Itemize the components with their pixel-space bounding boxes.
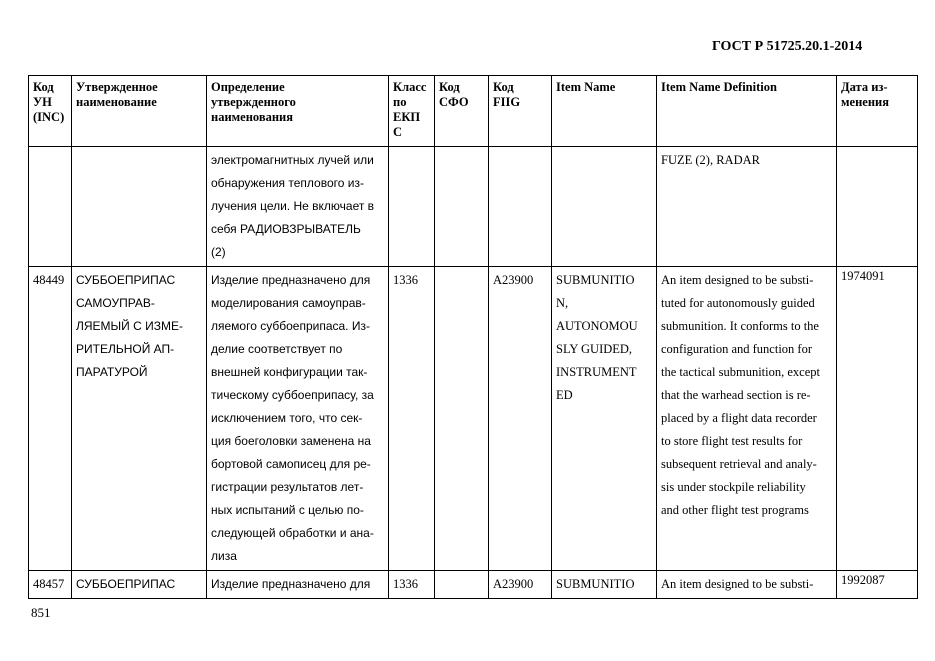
cell-sfo bbox=[435, 267, 489, 571]
cell-text: себя РАДИОВЗРЫВАТЕЛЬ bbox=[211, 222, 361, 236]
cell-text: ED bbox=[556, 388, 573, 402]
cell-text: бортовой самописец для ре- bbox=[211, 457, 371, 471]
cell-item-name bbox=[552, 571, 657, 599]
cell-item-def bbox=[657, 571, 837, 599]
header-fiig bbox=[489, 76, 552, 147]
header-line: ЕКП bbox=[393, 110, 421, 124]
cell-change-date bbox=[837, 571, 918, 599]
cell-inc bbox=[29, 267, 72, 571]
table-row bbox=[29, 147, 918, 267]
cell-text: the tactical submunition, except bbox=[661, 365, 820, 379]
cell-text: 1336 bbox=[393, 577, 418, 591]
cell-change-date bbox=[837, 267, 918, 571]
cell-text: submunition. It conforms to the bbox=[661, 319, 819, 333]
header-sfo bbox=[435, 76, 489, 147]
nomenclature-table bbox=[28, 75, 918, 599]
page-number: 851 bbox=[31, 605, 51, 620]
header-line: Класс bbox=[393, 80, 427, 94]
cell-text: лучения цели. Не включает в bbox=[211, 199, 375, 213]
header-line: Код bbox=[33, 80, 54, 94]
cell-item-name bbox=[552, 267, 657, 571]
table-header-row bbox=[29, 76, 918, 147]
cell-text: тическому суббоеприпасу, за bbox=[211, 388, 374, 402]
cell-class bbox=[389, 267, 435, 571]
cell-inc bbox=[29, 571, 72, 599]
cell-text: and other flight test programs bbox=[661, 503, 809, 517]
cell-text: SLY GUIDED, bbox=[556, 342, 633, 356]
cell-text: 1974091 bbox=[841, 269, 885, 283]
cell-text: An item designed to be substi- bbox=[661, 577, 814, 591]
header-definition bbox=[207, 76, 389, 147]
cell-text: sis under stockpile reliability bbox=[661, 480, 806, 494]
cell-item-def bbox=[657, 267, 837, 571]
cell-text: to store flight test results for bbox=[661, 434, 803, 448]
cell-fiig bbox=[489, 267, 552, 571]
cell-text: САМОУПРАВ- bbox=[76, 296, 155, 310]
cell-text: SUBMUNITIO bbox=[556, 577, 635, 591]
cell-sfo bbox=[435, 147, 489, 267]
cell-text: делие соответствует по bbox=[211, 342, 343, 356]
cell-change-date bbox=[837, 147, 918, 267]
cell-text: РИТЕЛЬНОЙ АП- bbox=[76, 342, 175, 356]
cell-approved-name bbox=[72, 571, 207, 599]
document-title: ГОСТ Р 51725.20.1-2014 bbox=[712, 39, 863, 54]
header-line: Определение bbox=[211, 80, 285, 94]
header-line: по bbox=[393, 95, 407, 109]
header-line: Дата из- bbox=[841, 80, 888, 94]
cell-text: ляемого суббоеприпаса. Из- bbox=[211, 319, 370, 333]
cell-approved-name bbox=[72, 147, 207, 267]
header-line: УН bbox=[33, 95, 52, 109]
cell-text: ция боеголовки заменена на bbox=[211, 434, 371, 448]
cell-text: 1336 bbox=[393, 273, 418, 287]
cell-text: placed by a flight data recorder bbox=[661, 411, 817, 425]
cell-text: INSTRUMENT bbox=[556, 365, 637, 379]
cell-text: configuration and function for bbox=[661, 342, 812, 356]
header-line: FIIG bbox=[493, 95, 521, 109]
cell-text: ПАРАТУРОЙ bbox=[76, 365, 148, 379]
header-line: утвержденного bbox=[211, 95, 296, 109]
cell-text: исключением того, что сек- bbox=[211, 411, 363, 425]
cell-text: лиза bbox=[211, 549, 237, 563]
header-inc bbox=[29, 76, 72, 147]
table-row bbox=[29, 571, 918, 599]
cell-text: tuted for autonomously guided bbox=[661, 296, 815, 310]
cell-definition bbox=[207, 147, 389, 267]
cell-text: 48457 bbox=[33, 577, 65, 591]
cell-item-def bbox=[657, 147, 837, 267]
header-line: (INC) bbox=[33, 110, 65, 124]
header-class bbox=[389, 76, 435, 147]
cell-text: ных испытаний с целью по- bbox=[211, 503, 364, 517]
cell-text: A23900 bbox=[493, 273, 534, 287]
cell-definition bbox=[207, 571, 389, 599]
header-item-def bbox=[657, 76, 837, 147]
cell-text: An item designed to be substi- bbox=[661, 273, 814, 287]
table-row bbox=[29, 267, 918, 571]
cell-text: ЛЯЕМЫЙ С ИЗМЕ- bbox=[76, 319, 183, 333]
cell-text: FUZE (2), RADAR bbox=[661, 153, 760, 167]
cell-text: 48449 bbox=[33, 273, 65, 287]
cell-fiig bbox=[489, 571, 552, 599]
header-approved-name bbox=[72, 76, 207, 147]
cell-text: гистрации результатов лет- bbox=[211, 480, 364, 494]
cell-inc bbox=[29, 147, 72, 267]
cell-text: СУББОЕПРИПАС bbox=[76, 577, 176, 591]
cell-text: СУББОЕПРИПАС bbox=[76, 273, 176, 287]
cell-text: обнаружения теплового из- bbox=[211, 176, 364, 190]
cell-text: следующей обработки и ана- bbox=[211, 526, 374, 540]
cell-text: AUTONOMOU bbox=[556, 319, 638, 333]
cell-item-name bbox=[552, 147, 657, 267]
cell-definition bbox=[207, 267, 389, 571]
cell-text: that the warhead section is re- bbox=[661, 388, 811, 402]
cell-text: A23900 bbox=[493, 577, 534, 591]
header-change-date bbox=[837, 76, 918, 147]
cell-fiig bbox=[489, 147, 552, 267]
cell-text: 1992087 bbox=[841, 573, 885, 587]
header-line: наименование bbox=[76, 95, 157, 109]
cell-class bbox=[389, 147, 435, 267]
cell-text: моделирования самоуправ- bbox=[211, 296, 366, 310]
cell-approved-name bbox=[72, 267, 207, 571]
header-line: Item Name Definition bbox=[661, 80, 777, 94]
cell-text: электромагнитных лучей или bbox=[211, 153, 374, 167]
header-item-name bbox=[552, 76, 657, 147]
table-body bbox=[29, 147, 918, 599]
cell-text: subsequent retrieval and analy- bbox=[661, 457, 817, 471]
cell-text: Изделие предназначено для bbox=[211, 577, 371, 591]
cell-sfo bbox=[435, 571, 489, 599]
header-line: Утвержденное bbox=[76, 80, 158, 94]
cell-class bbox=[389, 571, 435, 599]
header-line: Item Name bbox=[556, 80, 616, 94]
cell-text: N, bbox=[556, 296, 569, 310]
cell-text: внешней конфигурации так- bbox=[211, 365, 368, 379]
header-line: С bbox=[393, 125, 403, 139]
header-line: менения bbox=[841, 95, 889, 109]
cell-text: (2) bbox=[211, 245, 226, 259]
header-line: СФО bbox=[439, 95, 469, 109]
cell-text: Изделие предназначено для bbox=[211, 273, 371, 287]
header-line: наименования bbox=[211, 110, 294, 124]
header-line: Код bbox=[439, 80, 460, 94]
header-line: Код bbox=[493, 80, 514, 94]
cell-text: SUBMUNITIO bbox=[556, 273, 635, 287]
